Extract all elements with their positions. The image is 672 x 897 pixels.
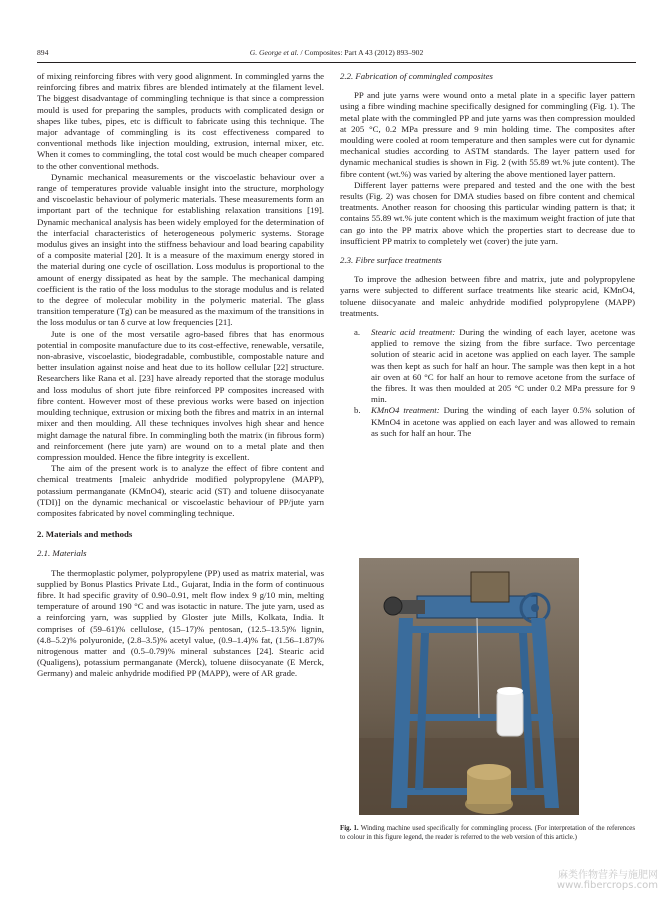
list-item-text: During the winding of each layer 0.5% solution of KMnO4 in acetone was applied on each layer and was allowed to remain as such for half an hour. The xyxy=(371,405,635,438)
left-column xyxy=(37,71,324,680)
header-rule xyxy=(37,62,636,63)
watermark-text: 麻类作物营养与施肥网 xyxy=(558,870,658,881)
caption-text: Winding machine used specifically for commingling process. (For interpretation of the references to colour in this figure legend, the reader is referred to the web version of this article.) xyxy=(340,825,635,841)
winding-machine-illustration xyxy=(359,558,579,815)
list-item xyxy=(340,327,635,405)
subsection-heading-surface-treatments: 2.3. Fibre surface treatments xyxy=(340,255,442,266)
list-marker: b. xyxy=(354,405,361,416)
treatment-list xyxy=(340,327,635,439)
list-item-lead: KMnO4 treatment: xyxy=(371,405,440,416)
left-paragraph-2: Dynamic mechanical measurements or the viscoelastic behaviour over a range of temperatures provide valuable insight into the structure, morphology and viscoelastic behaviour of polymeric materials. These measurements form an important part of the technique for establishing relaxation transitions [19]. Dynamic mechanical analysis has been widely employed for the determination of the interfacial characteristics of heterogeneous polymeric systems. Storage modulus gives an insight into the stiffness behaviour and load bearing capability of a composite material [20]. It is a measure of the maximum energy stored in the material during one cycle of oscillation. Loss modulus is proportional to the amount of energy dissipated as heat by the sample. The mechanical damping coefficient is the ratio of the loss modulus to the storage modulus and is related to the degree of molecular mobility in the polymeric material. The glass transition temperature (Tg) can be measured as the maximum of the transitions in the loss modulus or tan δ curve at low frequencies [21]. xyxy=(37,171,324,328)
subsection-heading-fabrication: 2.2. Fabrication of commingled composites xyxy=(340,71,493,81)
subsection-heading-materials: 2.1. Materials xyxy=(37,548,87,559)
figure-1-caption xyxy=(340,825,635,843)
left-paragraph-3: Jute is one of the most versatile agro-based fibres that has enormous potential in composite manufacture due to its cost-effective, renewable, versatile, non-abrasive, viscoelastic, biodegradable, combustible, compostable nature and better insulation against noise and heat due to its hollow cellular [22] structure. Researchers like Rana et al. [23] have already reported that the storage modulus and loss modulus of short jute fibre reinforced PP composites increased with fibre content. However most of these previous works were based on injection moulding technique, extrusion or mixing both the fibres and matrix in an internal mixer and then moulding. All these techniques involves high shear and hence might damage the natural fibre. In commingling both the matrix (in fibrous form) and reinforcement (here jute yarn) are wound on to a metal plate and then compression moulded. Hence the fibre integrity is excellent. xyxy=(37,328,324,462)
right-paragraph-1: PP and jute yarns were wound onto a metal plate in a specific layer pattern using a fibre winding machine specifically designed for commingling (Fig. 1). The metal plate with the commingled PP and jute yarns was then compression moulded at 205 °C, 0.2 MPa pressure and 9 min holding time. The composites after moulding were cooled at room temperature and then samples were cut for dynamic mechanical studies according to ASTM standards. The layer pattern used for dynamic mechanical studies is shown in Fig. 2 (with 55.89 wt.% jute content). The fibre content (wt.%) was varied by altering the above mentioned layer pattern. xyxy=(340,90,635,179)
caption-label: Fig. 1. xyxy=(340,825,359,832)
page-header xyxy=(37,48,636,62)
right-column xyxy=(340,71,635,439)
right-paragraph-3: To improve the adhesion between fibre and matrix, jute and polypropylene yarns were subjected to different surface treatments like stearic acid, KMnO4, toluene diisocyanate and maleic anhydride modified polypropylene (MAPP) treatments. xyxy=(340,274,635,318)
running-head xyxy=(37,48,636,57)
list-item xyxy=(340,405,635,439)
figure-1-photo xyxy=(359,558,579,815)
right-paragraph-2: Different layer patterns were prepared and tested and the one with the best results (Fig. 2) was chosen for DMA studies based on fibre content and chemical treatments. Another reason for choosing this particular winding pattern is that; it contains 55.89 wt.% jute content which is the maximum weight fraction of jute that can go into the PP matrix above which the properties start to decrease due to insufficient PP matrix to completely wet (cover) the jute yarn. xyxy=(340,179,635,246)
left-paragraph-5: The thermoplastic polymer, polypropylene (PP) used as matrix material, was supplied by Bonus Plastics Private Ltd., Gujarat, India in the form of continuous fibre. It had specific gravity of 0.90–0.91, melt flow index 9 g/10 min, melting temperature of around 190 °C and was isotactic in nature. The jute yarn, used as a reinforcing yarn, was supplied by Gloster jute Mills, Kolkata, India. It comprises of (59–61)% cellulose, (15–17)% pentosan, (12.5–13.5)% lignin, (4.8–5.2)% polyuronide, (2.8–3.5)% acetyl value, (0.9–1.4)% fat, (1.56–1.87)% nitrogenous matter and (0.5–0.79)% mineral substances [24]. Stearic acid (Qualigens), potassium permanganate (Merck), toluene diisocyanate (E Merck, Germany) and maleic anhydride modified PP (MAPP), were of AR grade. xyxy=(37,567,324,679)
page-number: 894 xyxy=(37,48,49,57)
left-paragraph-4: The aim of the present work is to analyze the effect of fibre content and chemical treatments [maleic anhydride modified polypropylene (MAPP), potassium permanganate (KMnO4), stearic acid (ST) and toluene diisocyanate (TDI)] on the dynamic mechanical or viscoelastic behaviour of PP/jute yarn composites fabricated by novel commingling technique. xyxy=(37,463,324,518)
running-head-authors: G. George et al. xyxy=(249,48,299,57)
left-paragraph-1: of mixing reinforcing fibres with very good alignment. In commingled yarns the reinforcing fibres and matrix fibres are blended intimately at the filament level. The biggest disadvantage of commingling technique is that since a compression mould is used for preparing the samples, products with complicated design or shapes like tubes, pipes, etc is difficult to fabricate using this technique. The major advantage of commingling is its cost effectiveness compared to conventional methods like injection moulding, extrusion, internal mixer, etc. When it comes to commingling, the total cost would be much cheaper compared to the other conventional methods. xyxy=(37,71,324,171)
watermark-url: www.fibercrops.com xyxy=(556,880,658,891)
list-item-text: During the winding of each layer, acetone was applied to remove the sizing from the fibre surface. Two percentage solution of stearic acid in acetone was applied on each layer. The sample was then kept as such for half an hour. The sample was then kept in a hot air oven at 60 °C for half an hour to remove acetone from the surface of the fibres. It was then moulded at 205 °C under 0.2 MPa pressure for 9 min. xyxy=(371,327,635,405)
running-head-journal: / Composites: Part A 43 (2012) 893–902 xyxy=(298,48,424,57)
list-item-lead: Stearic acid treatment: xyxy=(371,327,456,338)
section-heading-materials-methods: 2. Materials and methods xyxy=(37,529,133,540)
list-marker: a. xyxy=(354,327,361,338)
